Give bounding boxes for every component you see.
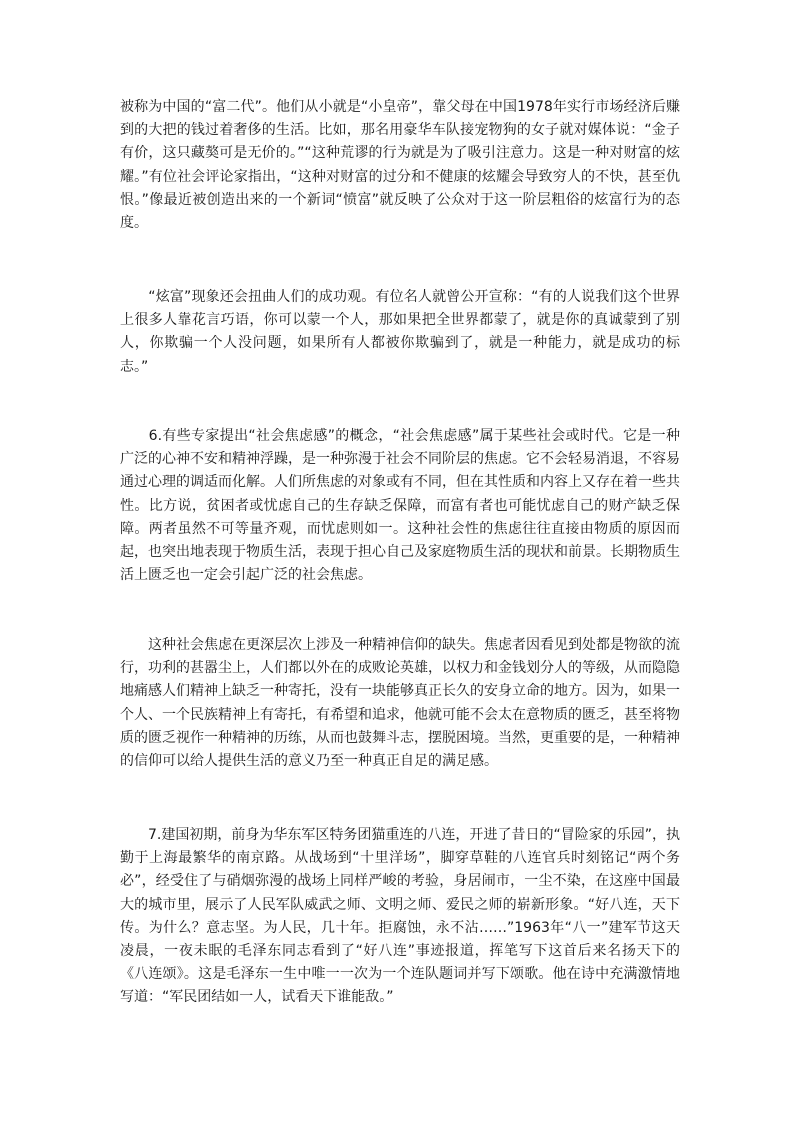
paragraph-spiritual-belief: 这种社会焦虑在更深层次上涉及一种精神信仰的缺失。焦虑者因看见到处都是物欲的流行，功利的甚嚣尘上，人们都以外在的成败论英雄，以权力和金钱划分人的等级，从而隐隐地痛感人们精神上缺乏一种寄托，没有一块能够真正长久的安身立命的地方。因为，如果一个人、一个民族精神上有寄托，有希望和追求，他就可能不会太在意物质的匮乏，甚至将物质的匮乏视作一种精神的历练，从而也鼓舞斗志，摆脱困境。当然，更重要的是，一种精神的信仰可以给人提供生活的意义乃至一种真正自足的满足感。: [120, 637, 680, 770]
paragraph-success-view: “炫富”现象还会扭曲人们的成功观。有位名人就曾公开宣称：“有的人说我们这个世界上很多人靠花言巧语，你可以蒙一个人，那如果把全世界都蒙了，就是你的真诚蒙到了别人，你欺骗一个人没问题，如果所有人都被你欺骗到了，就是一种能力，就是成功的标志。”: [120, 289, 680, 375]
paragraph-eighth-company: 7.建国初期，前身为华东军区特务团猫重连的八连，开进了昔日的“冒险家的乐园”，执勤于上海最繁华的南京路。从战场到“十里洋场”，脚穿草鞋的八连官兵时刻铭记“两个务必”，经受住了与硝烟弥漫的战场上同样严峻的考验，身居闹市，一尘不染，在这座中国最大的城市里，展示了人民军队威武之师、文明之师、爱民之师的崭新形象。“好八连，天下传。为什么？意志坚。为人民，几十年。拒腐蚀，永不沾……”1963年“八一”建军节这天凌晨，一夜未眠的毛泽东同志看到了“好八连”事迹报道，挥笔写下这首后来名扬天下的《八连颂》。这是毛泽东一生中唯一一次为一个连队题词并写下颂歌。他在诗中充满激情地写道：“军民团结如一人，试看天下谁能敌。”: [120, 827, 680, 1006]
paragraph-rich-second-generation: 被称为中国的“富二代”。他们从小就是“小皇帝”，靠父母在中国1978年实行市场经济后赚到的大把的钱过着奢侈的生活。比如，那名用豪华车队接宠物狗的女子就对媒体说：“金子有价，这只藏獒可是无价的。”“这种荒谬的行为就是为了吸引注意力。这是一种对财富的炫耀。”有位社会评论家指出，“这种对财富的过分和不健康的炫耀会导致穷人的不快，甚至仇恨。”像最近被创造出来的一个新词“愤富”就反映了公众对于这一阶层粗俗的炫富行为的态度。: [120, 99, 680, 232]
paragraph-social-anxiety: 6.有些专家提出“社会焦虑感”的概念，“社会焦虑感”属于某些社会或时代。它是一种广泛的心神不安和精神浮躁，是一种弥漫于社会不同阶层的焦虑。它不会轻易消退，不容易通过心理的调适而化解。人们所焦虑的对象或有不同，但在其性质和内容上又存在着一些共性。比方说，贫困者或忧虑自己的生存缺乏保障，而富有者也可能忧虑自己的财产缺乏保障。两者虽然不可等量齐观，而忧虑则如一。这种社会性的焦虑往往直接由物质的原因而起，也突出地表现于物质生活，表现于担心自己及家庭物质生活的现状和前景。长期物质生活上匮乏也一定会引起广泛的社会焦虑。: [120, 428, 680, 584]
